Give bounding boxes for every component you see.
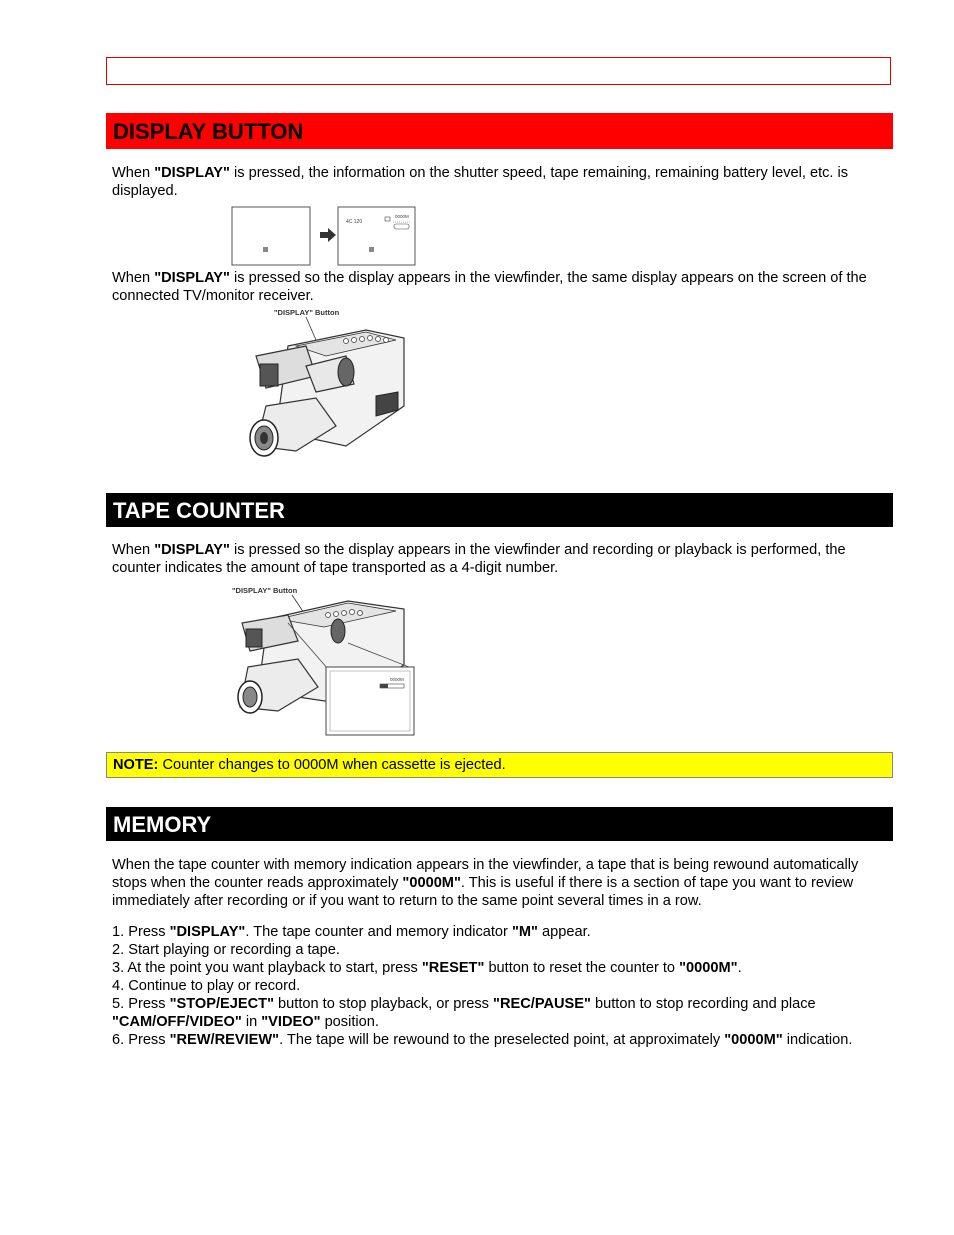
step-1: 1. Press "DISPLAY". The tape counter and memory indicator "M" appear.: [112, 924, 591, 940]
camcorder-illustration-2: [228, 583, 420, 739]
viewfinder-eyepiece: [260, 364, 278, 386]
side-lens: [338, 358, 354, 386]
section-title: TAPE COUNTER: [113, 498, 285, 523]
note-label: NOTE:: [113, 757, 159, 773]
screen-before-after-figure: [230, 205, 420, 267]
note-box: [106, 752, 893, 778]
step-2: 2. Start playing or recording a tape.: [112, 942, 340, 958]
step-5: 5. Press "STOP/EJECT" button to stop playback, or press "REC/PAUSE" button to stop recording and place "CAM/OFF/VIDEO" in "VIDEO" position.: [112, 996, 816, 1030]
step-3: 3. At the point you want playback to start, press "RESET" button to reset the counter to "0000M".: [112, 960, 742, 976]
arrow-right-icon: [320, 228, 336, 242]
step-6: 6. Press "REW/REVIEW". The tape will be rewound to the preselected point, at approximately "0000M" indication.: [112, 1032, 853, 1048]
counter-readout: 0000M: [395, 214, 409, 219]
section-header-tape-counter: [106, 493, 893, 527]
display-paragraph-2: When "DISPLAY" is pressed so the display appears in the viewfinder, the same display appears on the screen of the connected TV/monitor receiver.: [112, 270, 867, 304]
screen-before: [232, 207, 310, 265]
top-frame-box: [106, 57, 891, 85]
section-title: DISPLAY BUTTON: [113, 119, 304, 144]
camcorder-illustration-1: [236, 306, 416, 472]
display-button-label: "DISPLAY" Button: [232, 586, 298, 595]
section-title: MEMORY: [113, 812, 212, 837]
note-text: Counter changes to 0000M when cassette is ejected.: [158, 757, 506, 773]
step-4: 4. Continue to play or record.: [112, 978, 301, 994]
section-header-display-button: [106, 113, 893, 149]
tape-paragraph-1: When "DISPLAY" is pressed so the display appears in the viewfinder and recording or playback is performed, the counter indicates the amount of tape transported as a 4-digit number.: [112, 542, 846, 576]
display-paragraph-1: When "DISPLAY" is pressed, the information on the shutter speed, tape remaining, remaining battery level, etc. is displayed.: [112, 165, 849, 199]
section-header-memory: [106, 807, 893, 841]
memory-paragraph-1: When the tape counter with memory indication appears in the viewfinder, a tape that is being rewound automatically stops when the counter reads approximately "0000M". This is useful if there is a section of tape you want to review immediately after recording or if you want to return to the same point several times in a row.: [112, 857, 859, 909]
display-button-label: "DISPLAY" Button: [274, 308, 340, 317]
screen-dot: [263, 247, 268, 252]
memory-steps-list: [112, 923, 892, 1049]
shutter-readout: 4C 120: [346, 219, 363, 225]
counter-readout: 0000M: [390, 677, 404, 682]
